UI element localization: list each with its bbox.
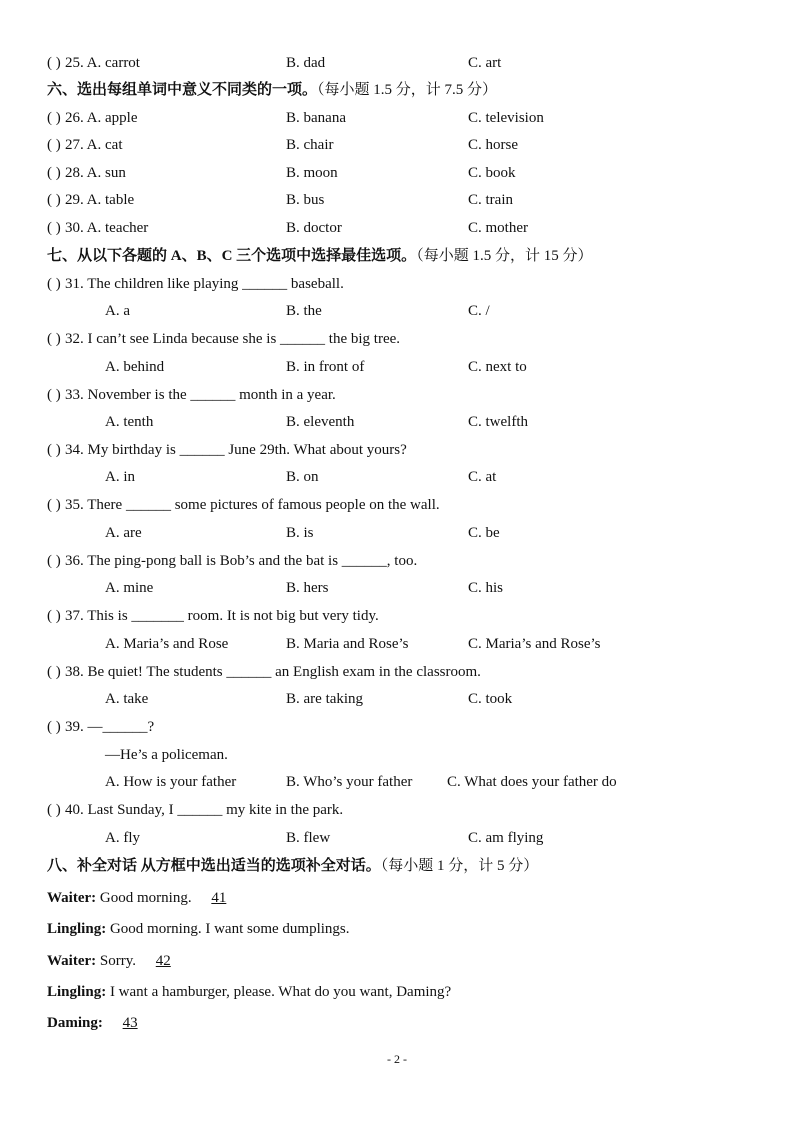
question-stem: 31. The children like playing ______ baseball.	[65, 276, 344, 292]
question-39-response	[47, 744, 774, 766]
dialog-line	[47, 950, 774, 972]
question-stem: 39. —______?	[65, 719, 155, 735]
speaker: Lingling:	[47, 921, 107, 937]
option-c: C. What does your father do	[447, 774, 617, 790]
answer-bracket: ( )	[47, 165, 61, 181]
dialog-line	[47, 887, 774, 909]
option-a: A. How is your father	[105, 774, 237, 790]
option-c: C. /	[468, 303, 490, 319]
answer-bracket: ( )	[47, 802, 61, 818]
option-b: B. are taking	[286, 691, 364, 707]
option-a: A. in	[105, 469, 135, 485]
option-b: B. on	[286, 469, 319, 485]
option-a: A. take	[105, 691, 149, 707]
option-b: B. dad	[286, 55, 326, 71]
question-40	[47, 799, 774, 821]
options-40	[47, 827, 774, 849]
dialog-text: Sorry.	[99, 953, 137, 969]
option-b: B. Who’s your father	[286, 774, 413, 790]
question-26	[47, 107, 774, 129]
option-a: A. are	[105, 525, 142, 541]
option-c: C. took	[468, 691, 513, 707]
answer-bracket: ( )	[47, 497, 61, 513]
question-35	[47, 494, 774, 516]
section-7-heading	[47, 245, 774, 267]
dialog-text: Good morning. I want some dumplings.	[109, 921, 350, 937]
question-25	[47, 52, 774, 74]
section-note: （每小题 1 分，计 5 分）	[380, 858, 539, 874]
answer-bracket: ( )	[47, 110, 61, 126]
option-a: A. tenth	[105, 414, 154, 430]
answer-bracket: ( )	[47, 553, 61, 569]
options-34	[47, 466, 774, 488]
question-28	[47, 162, 774, 184]
section-note: （每小题 1.5 分，计 7.5 分）	[317, 82, 498, 98]
question-stem: 32. I can’t see Linda because she is ______ the big tree.	[65, 331, 401, 347]
option-b: B. is	[286, 525, 314, 541]
speaker: Lingling:	[47, 984, 107, 1000]
option-a: A. behind	[105, 359, 165, 375]
dialog-text: Good morning.	[99, 890, 192, 906]
page-number: - 2 -	[387, 1052, 407, 1066]
question-stem: 30. A. teacher	[65, 220, 149, 236]
option-b: B. hers	[286, 580, 329, 596]
answer-bracket: ( )	[47, 137, 61, 153]
option-b: B. flew	[286, 830, 331, 846]
question-31	[47, 273, 774, 295]
dialog-text: I want a hamburger, please. What do you want, Daming?	[109, 984, 452, 1000]
speaker: Waiter:	[47, 953, 97, 969]
answer-bracket: ( )	[47, 276, 61, 292]
options-36	[47, 577, 774, 599]
options-33	[47, 411, 774, 433]
question-stem: 36. The ping-pong ball is Bob’s and the bat is ______, too.	[65, 553, 418, 569]
answer-bracket: ( )	[47, 719, 61, 735]
answer-bracket: ( )	[47, 387, 61, 403]
option-b: B. banana	[286, 110, 346, 126]
options-38	[47, 688, 774, 710]
section-note: （每小题 1.5 分，计 15 分）	[416, 248, 593, 264]
question-stem: 26. A. apple	[65, 110, 138, 126]
section-title: 六、选出每组单词中意义不同类的一项。	[47, 82, 318, 98]
question-29	[47, 189, 774, 211]
answer-bracket: ( )	[47, 442, 61, 458]
option-b: B. moon	[286, 165, 338, 181]
option-c: C. at	[468, 469, 497, 485]
answer-blank[interactable]: 43	[122, 1015, 138, 1031]
section-8-heading	[47, 855, 774, 877]
question-34	[47, 439, 774, 461]
question-stem: 38. Be quiet! The students ______ an English exam in the classroom.	[65, 664, 481, 680]
option-b: B. doctor	[286, 220, 342, 236]
response-line: —He’s a policeman.	[105, 747, 228, 763]
answer-bracket: ( )	[47, 331, 61, 347]
answer-bracket: ( )	[47, 608, 61, 624]
speaker: Daming:	[47, 1015, 103, 1031]
question-stem: 27. A. cat	[65, 137, 123, 153]
speaker: Waiter:	[47, 890, 97, 906]
question-38	[47, 661, 774, 683]
question-stem: 25. A. carrot	[65, 55, 140, 71]
option-c: C. am flying	[468, 830, 544, 846]
option-c: C. book	[468, 165, 516, 181]
question-27	[47, 134, 774, 156]
question-stem: 35. There ______ some pictures of famous people on the wall.	[65, 497, 440, 513]
option-b: B. eleventh	[286, 414, 355, 430]
options-32	[47, 356, 774, 378]
dialog-line	[47, 918, 774, 940]
options-37	[47, 633, 774, 655]
options-31	[47, 300, 774, 322]
options-39	[47, 771, 774, 793]
option-c: C. twelfth	[468, 414, 528, 430]
question-stem: 40. Last Sunday, I ______ my kite in the park.	[65, 802, 344, 818]
question-stem: 29. A. table	[65, 192, 135, 208]
option-c: C. train	[468, 192, 513, 208]
option-c: C. television	[468, 110, 544, 126]
question-stem: 28. A. sun	[65, 165, 126, 181]
option-a: A. mine	[105, 580, 154, 596]
question-30	[47, 217, 774, 239]
option-b: B. the	[286, 303, 322, 319]
option-b: B. in front of	[286, 359, 365, 375]
option-b: B. chair	[286, 137, 334, 153]
option-c: C. next to	[468, 359, 527, 375]
option-a: A. Maria’s and Rose	[105, 636, 229, 652]
option-c: C. his	[468, 580, 504, 596]
question-37	[47, 605, 774, 627]
option-a: A. a	[105, 303, 130, 319]
answer-blank[interactable]: 42	[155, 953, 171, 969]
question-stem: 33. November is the ______ month in a year.	[65, 387, 336, 403]
section-title: 七、从以下各题的 A、B、C 三个选项中选择最佳选项。	[47, 248, 417, 264]
question-stem: 37. This is _______ room. It is not big but very tidy.	[65, 608, 379, 624]
option-a: A. fly	[105, 830, 140, 846]
option-c: C. art	[468, 55, 502, 71]
question-39	[47, 716, 774, 738]
answer-bracket: ( )	[47, 220, 61, 236]
option-b: B. Maria and Rose’s	[286, 636, 409, 652]
dialog-line	[47, 1012, 774, 1034]
question-33	[47, 384, 774, 406]
option-c: C. horse	[468, 137, 518, 153]
question-32	[47, 328, 774, 350]
option-c: C. be	[468, 525, 500, 541]
answer-bracket: ( )	[47, 55, 61, 71]
question-36	[47, 550, 774, 572]
dialog-line	[47, 981, 774, 1003]
options-35	[47, 522, 774, 544]
question-stem: 34. My birthday is ______ June 29th. What about yours?	[65, 442, 407, 458]
answer-bracket: ( )	[47, 664, 61, 680]
option-c: C. Maria’s and Rose’s	[468, 636, 601, 652]
answer-bracket: ( )	[47, 192, 61, 208]
answer-blank[interactable]: 41	[211, 890, 227, 906]
option-c: C. mother	[468, 220, 528, 236]
section-title: 八、补全对话 从方框中选出适当的选项补全对话。	[47, 858, 381, 874]
section-6-heading	[47, 79, 774, 101]
option-b: B. bus	[286, 192, 325, 208]
